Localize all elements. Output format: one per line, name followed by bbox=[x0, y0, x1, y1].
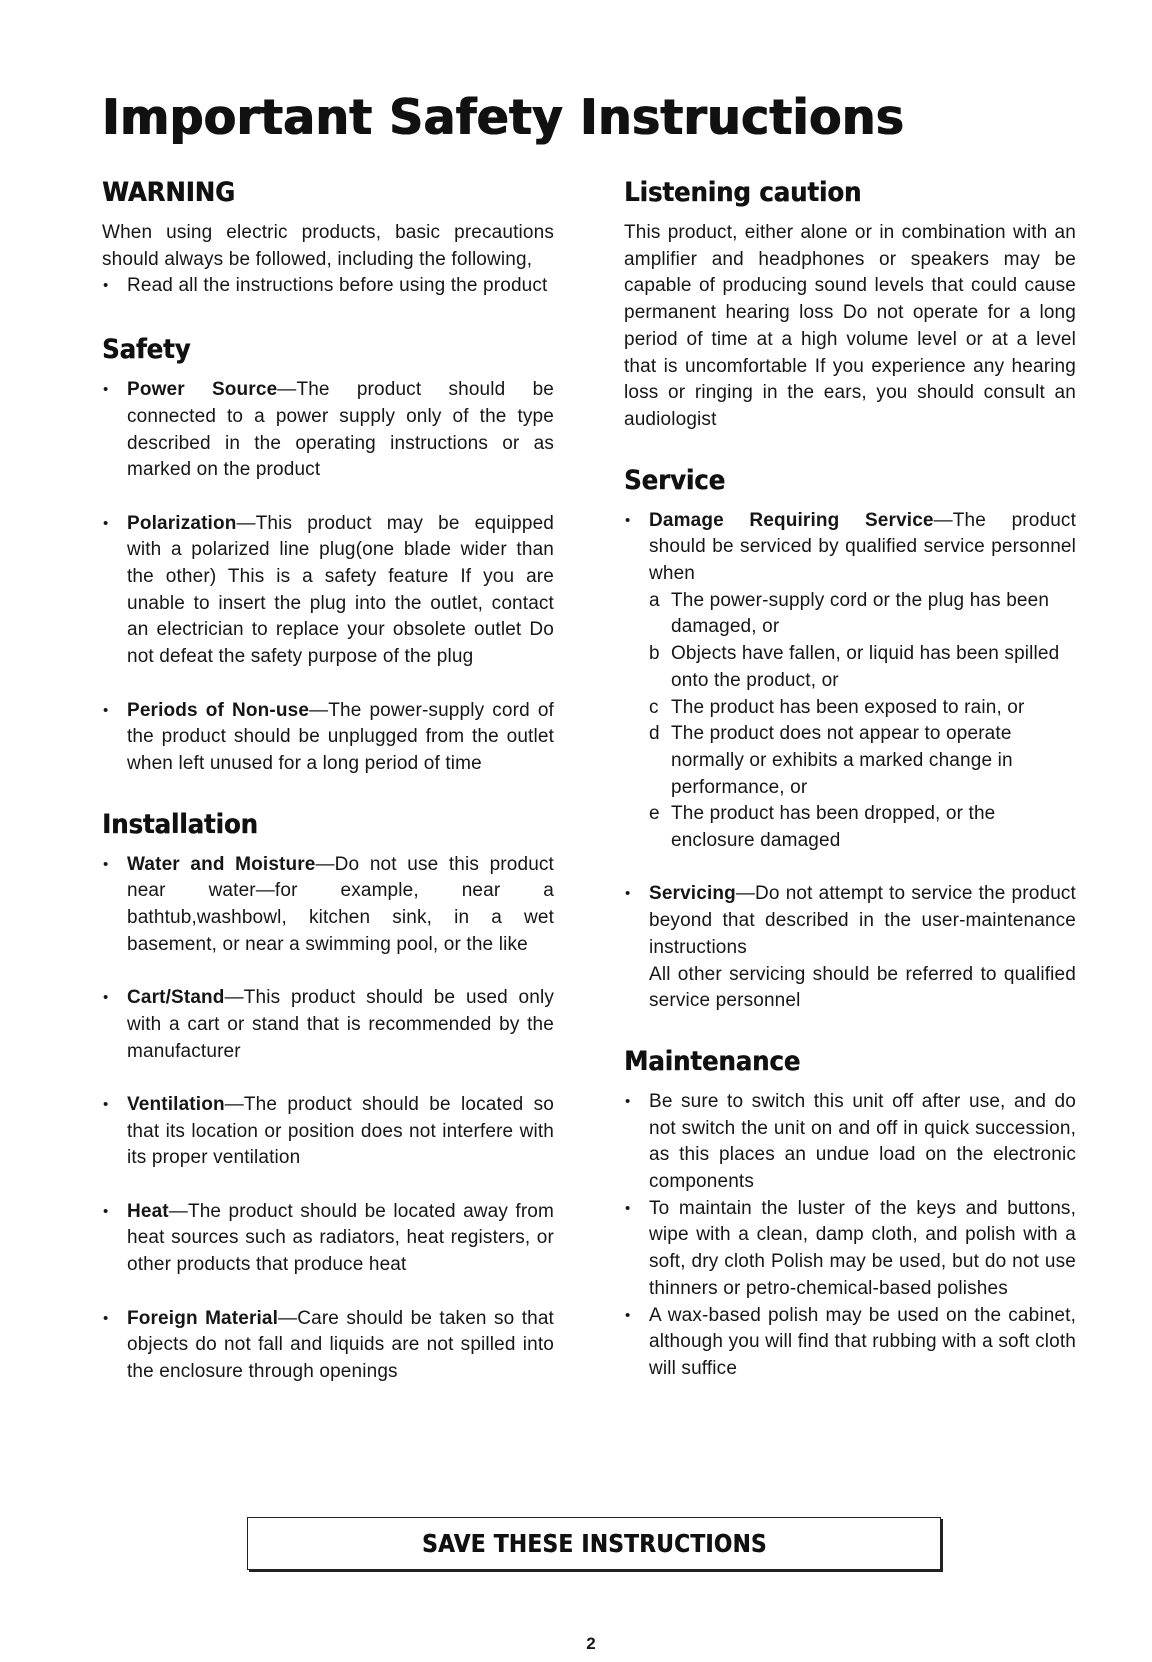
installation-list bbox=[102, 852, 554, 1386]
sub-item-text: The product has been dropped, or the enclosure damaged bbox=[671, 803, 996, 852]
bullet-icon: • bbox=[625, 1092, 631, 1110]
bullet-icon: • bbox=[103, 514, 109, 532]
service-heading: Service bbox=[624, 464, 726, 496]
list-item bbox=[102, 511, 554, 671]
save-instructions-box bbox=[247, 1517, 941, 1570]
item-text: To maintain the luster of the keys and buttons, wipe with a clean, damp cloth, and polish with a soft, dry cloth Polish may be used, but do not use thinners or petro-chemical-based polishes bbox=[649, 1197, 1076, 1299]
sub-item-text: The product has been exposed to rain, or bbox=[671, 696, 1025, 718]
item-text: —Do not use this product near water—for example, near a bathtub,washbowl, kitchen sink, in a wet basement, or near a swimming pool, or the like bbox=[127, 853, 554, 955]
bullet-icon: • bbox=[625, 1199, 631, 1217]
damage-conditions-list bbox=[649, 588, 1076, 855]
sub-item-letter: e bbox=[649, 803, 660, 825]
list-item bbox=[102, 985, 554, 1065]
sub-item-letter: d bbox=[649, 723, 660, 745]
list-item bbox=[102, 377, 554, 484]
item-text: —The product should be connected to a power supply only of the type described in the operating instructions or as marked on the product bbox=[127, 379, 555, 481]
right-column bbox=[624, 176, 1076, 1383]
sub-item-letter: a bbox=[649, 589, 660, 611]
service-list bbox=[624, 508, 1076, 1015]
item-text: Be sure to switch this unit off after use, and do not switch the unit on and off in quick succession, as this places an undue load on the electronic components bbox=[649, 1090, 1076, 1193]
sub-item-letter: b bbox=[649, 643, 660, 665]
item-text: —Care should be taken so that objects do not fall and liquids are not spilled into the enclosure through openings bbox=[127, 1307, 554, 1382]
item-text: —Do not attempt to service the product beyond that described in the user-maintenance instructions bbox=[649, 883, 1076, 958]
sub-item-text: The product does not appear to operate normally or exhibits a marked change in performance, or bbox=[671, 723, 1013, 798]
item-text: —The product should be serviced by qualified service personnel when bbox=[649, 509, 1076, 585]
maintenance-heading: Maintenance bbox=[624, 1045, 801, 1077]
listening-caution-text: This product, either alone or in combination with an amplifier and headphones or speakers may be capable of producing sound levels that could cause permanent hearing loss Do not operate for a long period of time at a high volume level or at a level that is uncomfortable If you experience any hearing loss or ringing in the ears, you should consult an audiologist bbox=[624, 222, 1076, 430]
warning-section bbox=[102, 176, 554, 300]
list-item bbox=[102, 273, 554, 300]
bullet-icon: • bbox=[103, 989, 109, 1007]
list-item bbox=[624, 1089, 1076, 1196]
item-term: Periods of Non-use bbox=[127, 699, 310, 721]
item-term: Water and Moisture bbox=[127, 853, 316, 875]
item-term: Damage Requiring Service bbox=[649, 509, 934, 531]
item-text: —The power-supply cord of the product should be unplugged from the outlet when left unused for a long period of time bbox=[127, 699, 554, 774]
item-term: Ventilation bbox=[127, 1093, 225, 1115]
item-term: Heat bbox=[127, 1200, 169, 1222]
sub-list-item bbox=[649, 801, 1076, 854]
item-text: —This product may be equipped with a polarized line plug(one blade wider than the other) This is a safety feature If you are unable to insert the plug into the outlet, contact an electrician to replace your obsolete outlet Do not defeat the safety purpose of the plug bbox=[127, 512, 554, 668]
list-item bbox=[102, 1306, 554, 1386]
sub-list-item bbox=[649, 641, 1076, 694]
sub-list-item bbox=[649, 695, 1076, 722]
item-term: Servicing bbox=[649, 883, 736, 905]
warning-list bbox=[102, 273, 554, 300]
item-text: A wax-based polish may be used on the cabinet, although you will find that rubbing with a soft cloth will suffice bbox=[649, 1304, 1076, 1379]
list-item bbox=[102, 698, 554, 778]
bullet-icon: • bbox=[103, 1309, 109, 1327]
list-item bbox=[624, 1303, 1076, 1383]
bullet-icon: • bbox=[103, 277, 109, 295]
warning-heading: WARNING bbox=[102, 177, 235, 208]
sub-item-text: Objects have fallen, or liquid has been spilled onto the product, or bbox=[671, 643, 1060, 691]
item-text: —This product should be used only with a cart or stand that is recommended by the manufacturer bbox=[127, 987, 554, 1062]
item-term: Foreign Material bbox=[127, 1307, 279, 1329]
sub-list-item bbox=[649, 721, 1076, 801]
installation-section bbox=[102, 808, 554, 1386]
bullet-icon: • bbox=[103, 381, 109, 399]
bullet-icon: • bbox=[103, 701, 109, 719]
item-text: Read all the instructions before using the product bbox=[127, 275, 548, 297]
installation-heading: Installation bbox=[102, 808, 258, 840]
item-text: —The product should be located so that its location or position does not interfere with its proper ventilation bbox=[127, 1093, 554, 1169]
maintenance-section bbox=[624, 1045, 1076, 1383]
listening-caution-section bbox=[624, 176, 1076, 434]
bullet-icon: • bbox=[103, 855, 109, 873]
item-term: Polarization bbox=[127, 512, 237, 534]
list-item bbox=[102, 1092, 554, 1172]
safety-heading: Safety bbox=[102, 334, 191, 366]
bullet-icon: • bbox=[103, 1202, 109, 1220]
page-title: Important Safety Instructions bbox=[102, 89, 905, 146]
servicing-extra: All other servicing should be referred to qualified service personnel bbox=[649, 963, 1076, 1012]
sub-item-letter: c bbox=[649, 696, 659, 718]
safety-section bbox=[102, 333, 554, 778]
safety-list bbox=[102, 377, 554, 778]
bullet-icon: • bbox=[625, 1306, 631, 1324]
list-item bbox=[624, 508, 1076, 855]
list-item bbox=[102, 1199, 554, 1279]
item-term: Cart/Stand bbox=[127, 987, 225, 1009]
warning-intro: When using electric products, basic precautions should always be followed, including the following, bbox=[102, 222, 554, 270]
listening-caution-heading: Listening caution bbox=[624, 177, 862, 208]
service-section bbox=[624, 464, 1076, 1015]
save-instructions-label: SAVE THESE INSTRUCTIONS bbox=[421, 1529, 767, 1558]
list-item bbox=[624, 881, 1076, 1015]
page-number: 2 bbox=[586, 1634, 596, 1653]
list-item bbox=[102, 852, 554, 959]
bullet-icon: • bbox=[103, 1095, 109, 1113]
item-text: —The product should be located away from heat sources such as radiators, heat registers, or other products that produce heat bbox=[127, 1200, 554, 1276]
sub-item-text: The power-supply cord or the plug has been damaged, or bbox=[671, 589, 1050, 638]
left-column bbox=[102, 176, 554, 1386]
list-item bbox=[624, 1196, 1076, 1303]
item-term: Power Source bbox=[127, 379, 278, 401]
maintenance-list bbox=[624, 1089, 1076, 1383]
bullet-icon: • bbox=[625, 511, 631, 529]
sub-list-item bbox=[649, 588, 1076, 641]
bullet-icon: • bbox=[625, 885, 631, 903]
